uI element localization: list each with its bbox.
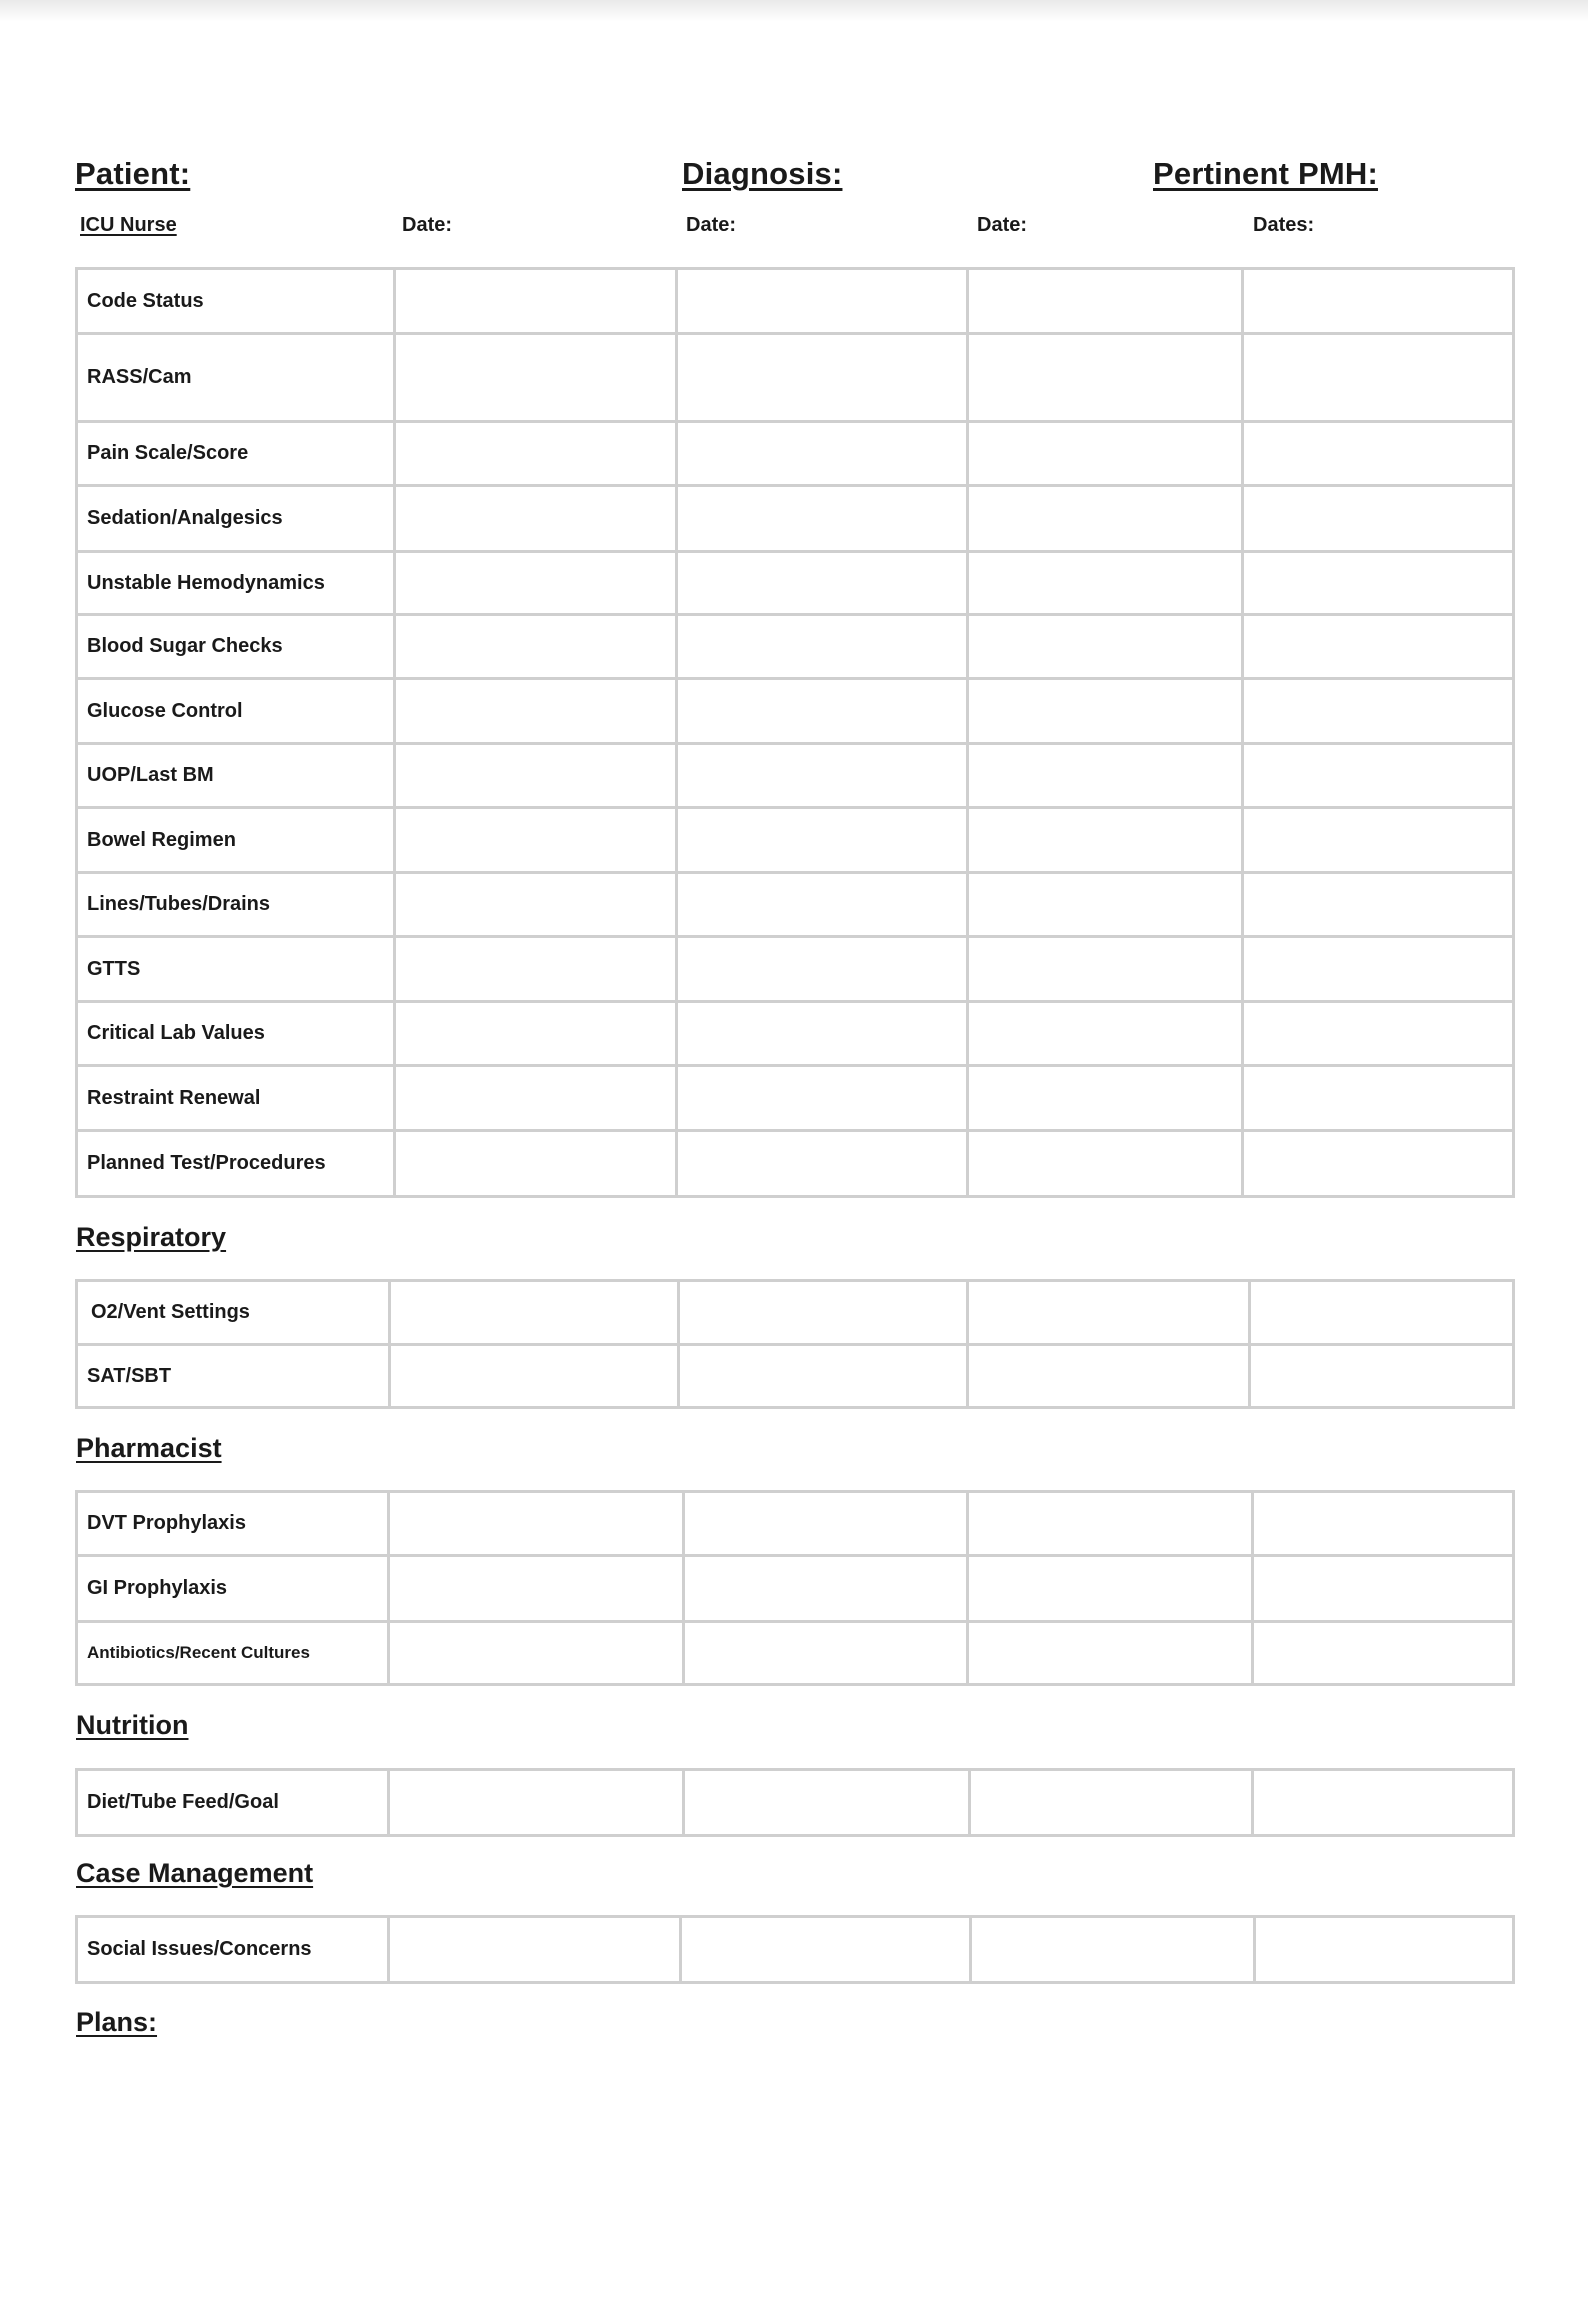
entry-cell[interactable]: [679, 1281, 968, 1345]
entry-cell[interactable]: [395, 937, 677, 1002]
row-label: Social Issues/Concerns: [77, 1917, 389, 1983]
entry-cell[interactable]: [1243, 269, 1514, 334]
entry-cell[interactable]: [968, 552, 1243, 615]
entry-cell[interactable]: [395, 334, 677, 422]
entry-cell[interactable]: [968, 1002, 1243, 1066]
table-row: [77, 486, 1514, 552]
entry-cell[interactable]: [677, 486, 968, 552]
entry-cell[interactable]: [395, 1002, 677, 1066]
nutrition-heading: Nutrition: [76, 1710, 189, 1740]
main-care-table: [75, 267, 1515, 1198]
entry-cell[interactable]: [395, 1066, 677, 1131]
table-row: [77, 1770, 1514, 1836]
entry-cell[interactable]: [1243, 937, 1514, 1002]
entry-cell[interactable]: [395, 422, 677, 486]
entry-cell[interactable]: [395, 679, 677, 744]
entry-cell[interactable]: [684, 1492, 968, 1556]
row-label: Code Status: [77, 269, 395, 334]
entry-cell[interactable]: [1253, 1622, 1514, 1685]
case-management-heading: Case Management: [76, 1858, 314, 1888]
entry-cell[interactable]: [684, 1622, 968, 1685]
entry-cell[interactable]: [1253, 1770, 1514, 1836]
entry-cell[interactable]: [389, 1770, 684, 1836]
entry-cell[interactable]: [684, 1770, 970, 1836]
entry-cell[interactable]: [677, 615, 968, 679]
patient-heading: Patient:: [75, 156, 191, 191]
entry-cell[interactable]: [677, 269, 968, 334]
entry-cell[interactable]: [1243, 334, 1514, 422]
respiratory-heading: Respiratory: [76, 1222, 227, 1252]
entry-cell[interactable]: [968, 1622, 1253, 1685]
date-label-1: Date:: [402, 214, 453, 236]
entry-cell[interactable]: [677, 1002, 968, 1066]
entry-cell[interactable]: [684, 1556, 968, 1622]
entry-cell[interactable]: [389, 1622, 684, 1685]
date-label-2: Date:: [686, 214, 737, 236]
entry-cell[interactable]: [1253, 1556, 1514, 1622]
row-label: Antibiotics/Recent Cultures: [77, 1622, 389, 1685]
row-label: DVT Prophylaxis: [77, 1492, 389, 1556]
entry-cell[interactable]: [968, 486, 1243, 552]
table-row: [77, 1131, 1514, 1197]
row-label: O2/Vent Settings: [77, 1281, 390, 1345]
entry-cell[interactable]: [1243, 808, 1514, 873]
entry-cell[interactable]: [1243, 552, 1514, 615]
pharmacist-heading: Pharmacist: [76, 1433, 222, 1463]
entry-cell[interactable]: [971, 1917, 1255, 1983]
row-label: Glucose Control: [77, 679, 395, 744]
entry-cell[interactable]: [677, 744, 968, 808]
entry-cell[interactable]: [677, 334, 968, 422]
table-row: [77, 1556, 1514, 1622]
entry-cell[interactable]: [677, 679, 968, 744]
entry-cell[interactable]: [1243, 486, 1514, 552]
row-label: Bowel Regimen: [77, 808, 395, 873]
entry-cell[interactable]: [1255, 1917, 1514, 1983]
entry-cell[interactable]: [395, 486, 677, 552]
table-row: [77, 937, 1514, 1002]
entry-cell[interactable]: [677, 552, 968, 615]
row-label: Blood Sugar Checks: [77, 615, 395, 679]
entry-cell[interactable]: [1243, 873, 1514, 937]
entry-cell[interactable]: [1243, 1066, 1514, 1131]
entry-cell[interactable]: [395, 808, 677, 873]
row-label: Planned Test/Procedures: [77, 1131, 395, 1197]
entry-cell[interactable]: [1243, 679, 1514, 744]
entry-cell[interactable]: [389, 1492, 684, 1556]
entry-cell[interactable]: [1243, 615, 1514, 679]
entry-cell[interactable]: [681, 1917, 971, 1983]
entry-cell[interactable]: [1243, 422, 1514, 486]
table-row: [77, 1345, 1514, 1408]
entry-cell[interactable]: [677, 873, 968, 937]
entry-cell[interactable]: [968, 1281, 1250, 1345]
table-row: [77, 1281, 1514, 1345]
entry-cell[interactable]: [968, 873, 1243, 937]
row-label: RASS/Cam: [77, 334, 395, 422]
table-row: [77, 1066, 1514, 1131]
entry-cell[interactable]: [968, 1131, 1243, 1197]
table-row: [77, 1492, 1514, 1556]
row-label: Lines/Tubes/Drains: [77, 873, 395, 937]
icu-nurse-label: ICU Nurse: [80, 214, 177, 236]
pertinent-pmh-heading: Pertinent PMH:: [1153, 156, 1378, 191]
entry-cell[interactable]: [1243, 1002, 1514, 1066]
row-label: GTTS: [77, 937, 395, 1002]
table-row: [77, 269, 1514, 334]
entry-cell[interactable]: [1243, 744, 1514, 808]
entry-cell[interactable]: [968, 334, 1243, 422]
entry-cell[interactable]: [968, 615, 1243, 679]
row-label: SAT/SBT: [77, 1345, 390, 1408]
entry-cell[interactable]: [677, 1131, 968, 1197]
entry-cell[interactable]: [968, 744, 1243, 808]
entry-cell[interactable]: [968, 1492, 1253, 1556]
diagnosis-heading: Diagnosis:: [682, 156, 843, 191]
entry-cell[interactable]: [1243, 1131, 1514, 1197]
entry-cell[interactable]: [679, 1345, 968, 1408]
entry-cell[interactable]: [677, 937, 968, 1002]
table-row: [77, 1002, 1514, 1066]
entry-cell[interactable]: [395, 873, 677, 937]
table-row: [77, 873, 1514, 937]
table-row: [77, 1917, 1514, 1983]
table-row: [77, 744, 1514, 808]
row-label: Restraint Renewal: [77, 1066, 395, 1131]
plans-heading: Plans:: [76, 2007, 158, 2037]
table-row: [77, 422, 1514, 486]
entry-cell[interactable]: [1250, 1345, 1514, 1408]
entry-cell[interactable]: [1253, 1492, 1514, 1556]
nutrition-table: [75, 1768, 1515, 1837]
entry-cell[interactable]: [390, 1281, 679, 1345]
entry-cell[interactable]: [968, 422, 1243, 486]
row-label: Pain Scale/Score: [77, 422, 395, 486]
row-label: Critical Lab Values: [77, 1002, 395, 1066]
date-label-3: Date:: [977, 214, 1028, 236]
entry-cell[interactable]: [968, 1345, 1250, 1408]
entry-cell[interactable]: [395, 615, 677, 679]
entry-cell[interactable]: [970, 1770, 1253, 1836]
date-label-4: Dates:: [1253, 214, 1315, 236]
entry-cell[interactable]: [395, 552, 677, 615]
row-label: Diet/Tube Feed/Goal: [77, 1770, 389, 1836]
table-row: [77, 552, 1514, 615]
entry-cell[interactable]: [968, 1066, 1243, 1131]
entry-cell[interactable]: [395, 744, 677, 808]
entry-cell[interactable]: [389, 1917, 681, 1983]
respiratory-table: [75, 1279, 1515, 1409]
entry-cell[interactable]: [968, 269, 1243, 334]
entry-cell[interactable]: [968, 937, 1243, 1002]
entry-cell[interactable]: [1250, 1281, 1514, 1345]
entry-cell[interactable]: [395, 1131, 677, 1197]
table-row: [77, 615, 1514, 679]
table-row: [77, 679, 1514, 744]
entry-cell[interactable]: [677, 422, 968, 486]
row-label: Sedation/Analgesics: [77, 486, 395, 552]
table-row: [77, 1622, 1514, 1685]
entry-cell[interactable]: [968, 1556, 1253, 1622]
table-row: [77, 808, 1514, 873]
pharmacist-table: [75, 1490, 1515, 1686]
case-management-table: [75, 1915, 1515, 1984]
entry-cell[interactable]: [968, 808, 1243, 873]
entry-cell[interactable]: [677, 808, 968, 873]
entry-cell[interactable]: [395, 269, 677, 334]
row-label: GI Prophylaxis: [77, 1556, 389, 1622]
entry-cell[interactable]: [677, 1066, 968, 1131]
table-row: [77, 334, 1514, 422]
row-label: Unstable Hemodynamics: [77, 552, 395, 615]
entry-cell[interactable]: [390, 1345, 679, 1408]
entry-cell[interactable]: [968, 679, 1243, 744]
row-label: UOP/Last BM: [77, 744, 395, 808]
page-top-shadow: [0, 0, 1588, 22]
entry-cell[interactable]: [389, 1556, 684, 1622]
